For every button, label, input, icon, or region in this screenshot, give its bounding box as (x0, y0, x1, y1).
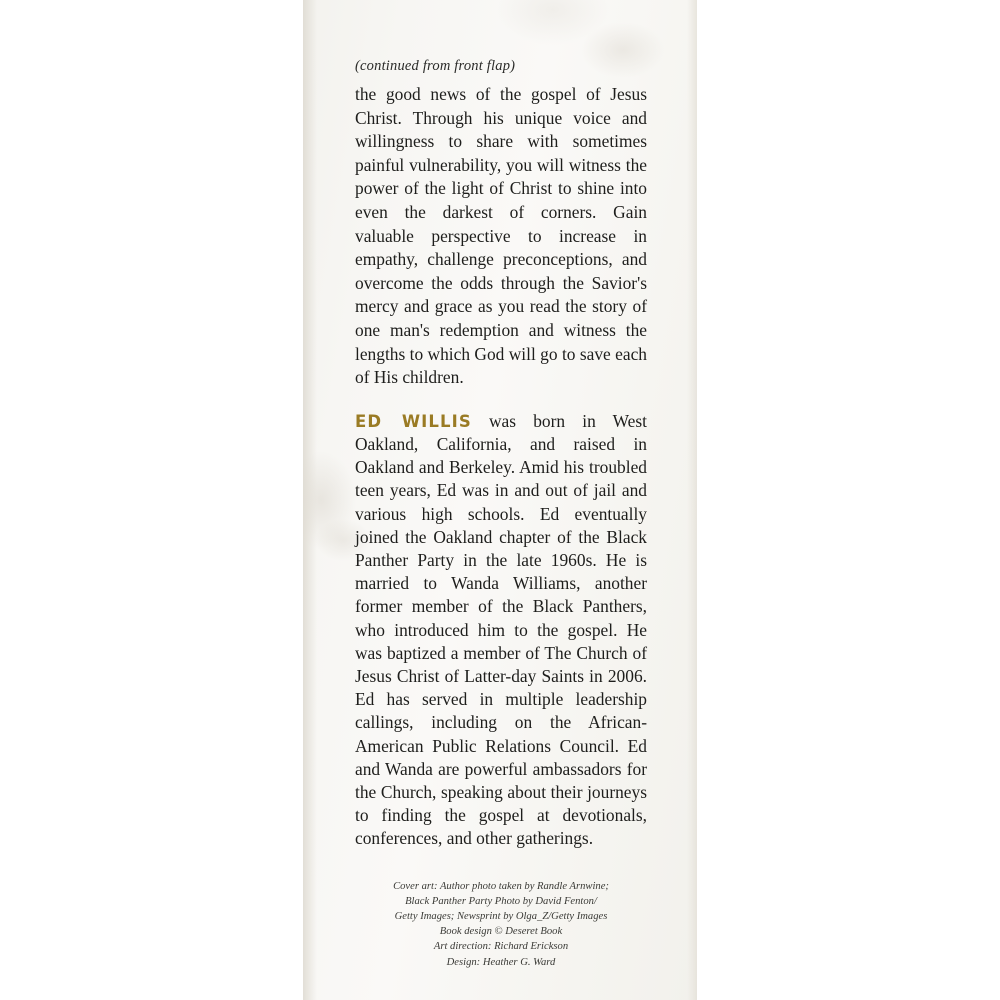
credit-line: Black Panther Party Photo by David Fenton/ (405, 895, 597, 907)
credit-line: Art direction: Richard Erickson (433, 941, 569, 953)
credit-line: Design: Heather G. Ward (446, 956, 556, 968)
credit-line: Getty Images; Newsprint by Olga_Z/Getty Images (394, 910, 608, 922)
flap-description-paragraph: the good news of the gospel of Jesus Christ. Through his unique voice and willingness to share with sometimes painful vulnerability, you will witness the power of the light of Christ to shine into even the darkest of corners. Gain valuable perspective to increase in empathy, challenge preconceptions, and overcome the odds through the Savior's mercy and grace as you read the story of one man's redemption and witness the lengths to which God will go to save each of His children. (355, 84, 647, 388)
credits-block (355, 879, 647, 970)
book-flap-panel (303, 0, 697, 1000)
credit-line: Cover art: Author photo taken by Randle Arnwine; (393, 880, 609, 892)
author-name: ED WILLIS (355, 411, 472, 431)
author-bio-paragraph (355, 410, 647, 851)
credit-line: Book design © Deseret Book (439, 926, 563, 938)
author-bio-text: was born in West Oakland, California, and raised in Oakland and Berkeley. Amid his troubled teen years, Ed was in and out of jail and various high schools. Ed eventually joined the Oakland chapter of the Black Panther Party in the late 1960s. He is married to Wanda Williams, another former member of the Black Panthers, who introduced him to the gospel. He was baptized a member of The Church of Jesus Christ of Latter-day Saints in 2006. Ed has served in multiple leadership callings, including on the African-American Public Relations Council. Ed and Wanda are powerful ambassadors for the Church, speaking about their journeys to finding the gospel at devotionals, conferences, and other gatherings. (355, 410, 647, 849)
continued-from-front-flap-note: (continued from front flap) (355, 58, 516, 74)
flap-content (355, 58, 647, 970)
